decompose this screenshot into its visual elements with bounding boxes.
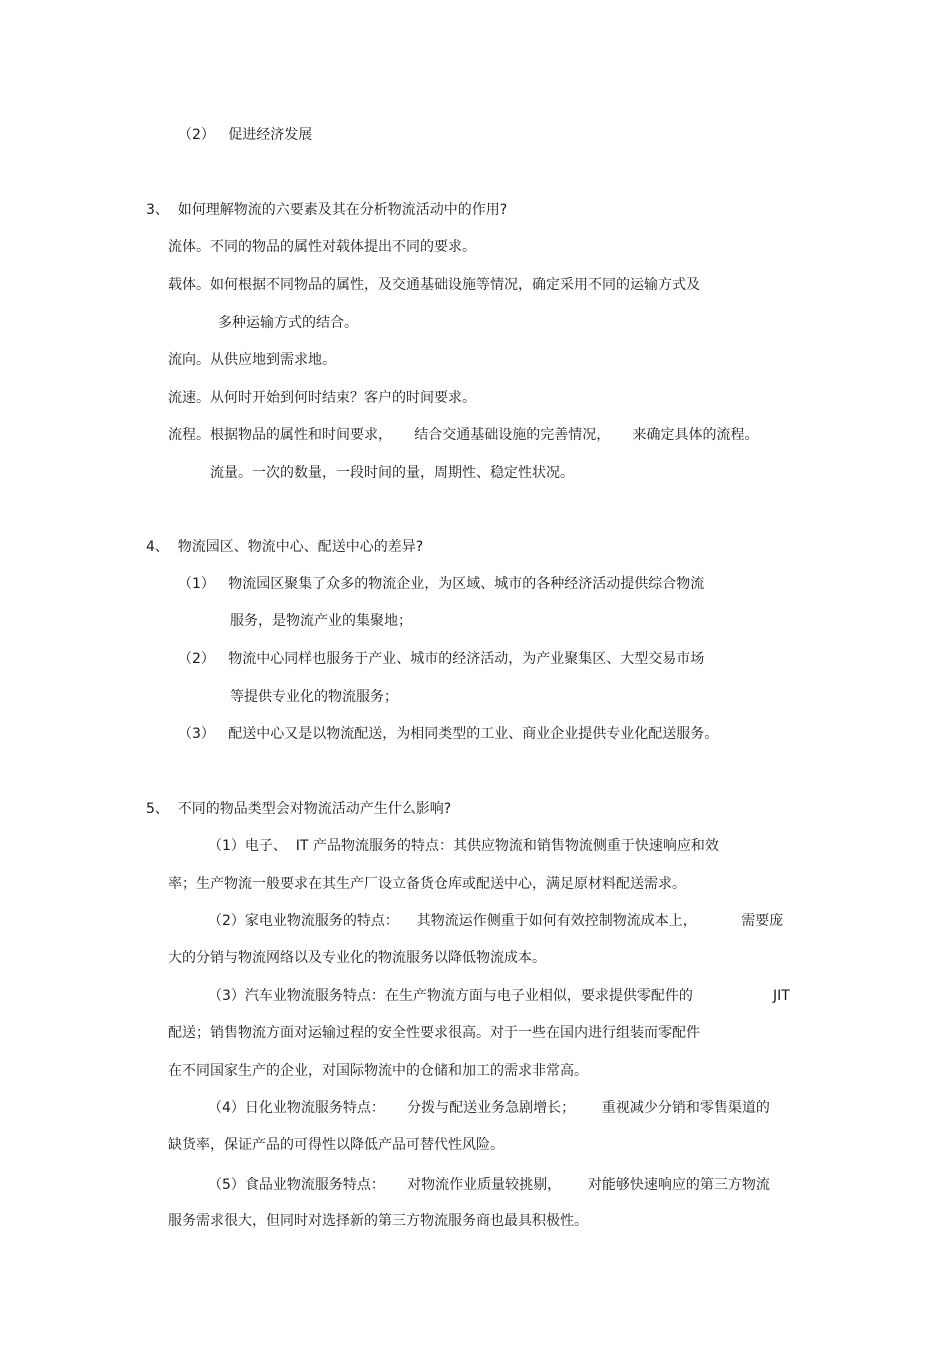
text-line: 多种运输方式的结合。 <box>218 315 358 331</box>
text-line: （1） 物流园区聚集了众多的物流企业，为区域、城市的各种经济活动提供综合物流 <box>178 576 705 592</box>
text-line: （2） 物流中心同样也服务于产业、城市的经济活动，为产业聚集区、大型交易市场 <box>178 651 705 667</box>
question-heading: 5、 不同的物品类型会对物流活动产生什么影响? <box>146 801 452 817</box>
text-line: 在不同国家生产的企业，对国际物流中的仓储和加工的需求非常高。 <box>168 1063 588 1079</box>
text-line: 大的分销与物流网络以及专业化的物流服务以降低物流成本。 <box>168 950 546 966</box>
text-line: 流速。从何时开始到何时结束？客户的时间要求。 <box>168 390 476 406</box>
question-heading: 3、 如何理解物流的六要素及其在分析物流活动中的作用? <box>146 202 508 218</box>
text-line: 流体。不同的物品的属性对载体提出不同的要求。 <box>168 239 476 255</box>
text-line: 服务需求很大，但同时对选择新的第三方物流服务商也最具积极性。 <box>168 1213 588 1229</box>
text-line: （2）家电业物流服务的特点： 其物流运作侧重于如何有效控制物流成本上， 需要庞 <box>208 913 784 929</box>
question-heading: 4、 物流园区、物流中心、配送中心的差异? <box>146 539 424 555</box>
text-line: （3）汽车业物流服务特点：在生产物流方面与电子业相似，要求提供零配件的 JIT <box>208 988 790 1004</box>
text-line: 流向。从供应地到需求地。 <box>168 352 336 368</box>
text-line: （2） 促进经济发展 <box>178 127 313 143</box>
text-line: （5）食品业物流服务特点： 对物流作业质量较挑剔， 对能够快速响应的第三方物流 <box>208 1177 770 1193</box>
text-line: 等提供专业化的物流服务； <box>230 689 398 705</box>
text-line: （4）日化业物流服务特点： 分拨与配送业务急剧增长； 重视减少分销和零售渠道的 <box>208 1100 770 1116</box>
text-line: （3） 配送中心又是以物流配送，为相同类型的工业、商业企业提供专业化配送服务。 <box>178 726 719 742</box>
text-line: 流程。根据物品的属性和时间要求， 结合交通基础设施的完善情况， 来确定具体的流程。 <box>168 427 759 443</box>
text-line: 配送；销售物流方面对运输过程的安全性要求很高。对于一些在国内进行组装而零配件 <box>168 1025 700 1041</box>
text-line: 流量。一次的数量，一段时间的量，周期性、稳定性状况。 <box>210 465 574 481</box>
text-line: 率；生产物流一般要求在其生产厂设立备货仓库或配送中心，满足原材料配送需求。 <box>168 876 686 892</box>
text-line: （1）电子、 IT 产品物流服务的特点：其供应物流和销售物流侧重于快速响应和效 <box>208 838 719 854</box>
text-line: 载体。如何根据不同物品的属性，及交通基础设施等情况，确定采用不同的运输方式及 <box>168 277 700 293</box>
text-line: 服务，是物流产业的集聚地； <box>230 613 412 629</box>
text-line: 缺货率，保证产品的可得性以降低产品可替代性风险。 <box>168 1137 504 1153</box>
